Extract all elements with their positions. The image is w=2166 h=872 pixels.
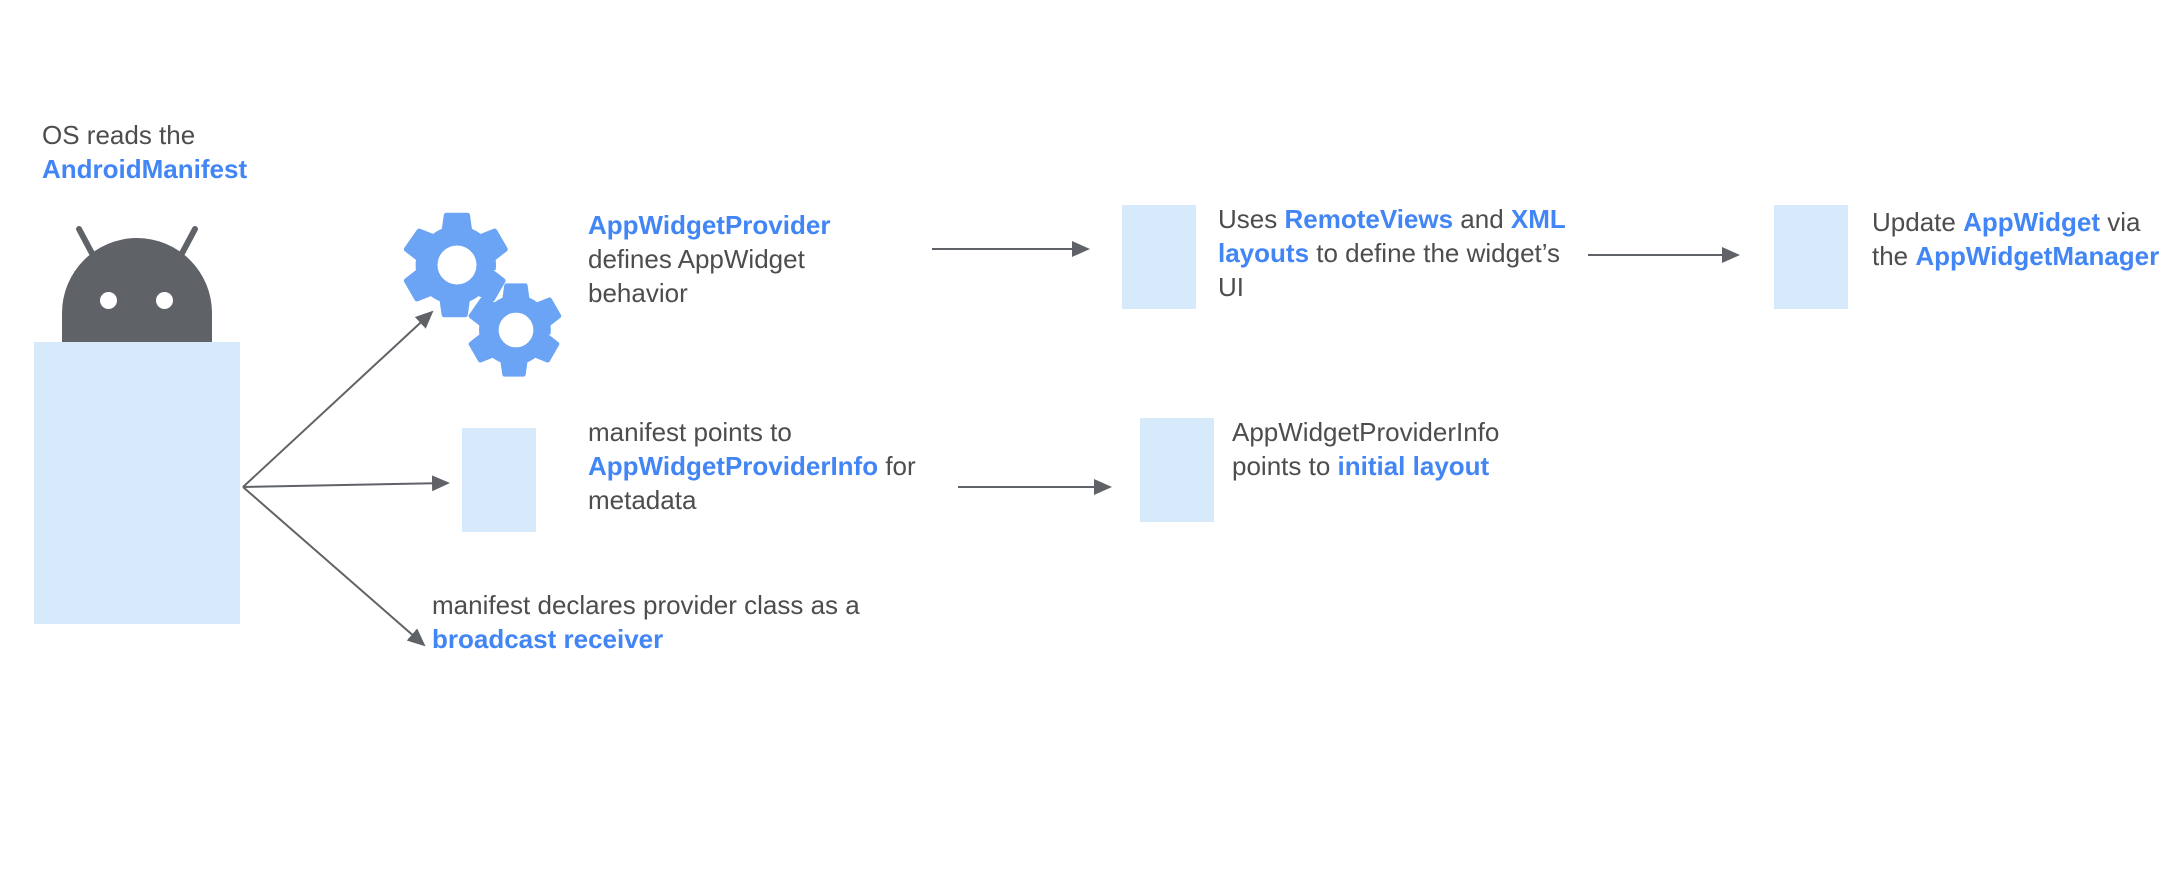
android-eye-left <box>100 292 117 309</box>
document-icon-providerinfo <box>462 428 536 532</box>
label-update-appwidget <box>1872 205 2166 273</box>
android-robot-icon <box>62 238 212 344</box>
label-provider-accent: AppWidgetProvider <box>588 210 831 240</box>
document-fold <box>1122 287 1196 309</box>
label-manifest-points-text2: for metadata <box>588 451 923 515</box>
label-remoteviews-text2: and <box>1453 204 1511 234</box>
label-remoteviews <box>1218 202 1588 304</box>
label-remoteviews-accent2: XML layouts <box>1218 204 1573 268</box>
label-remoteviews-text3: to define the widget’s UI <box>1218 238 1568 302</box>
label-providerinfo-initial-layout <box>1232 415 1562 483</box>
document-icon-manifest <box>34 342 240 624</box>
label-broadcast-receiver <box>432 588 902 656</box>
label-os-reads-manifest <box>42 118 342 186</box>
arrow-right-icon <box>243 483 448 487</box>
label-broadcast-accent: broadcast receiver <box>432 624 664 654</box>
android-eye-right <box>156 292 173 309</box>
label-manifest-points-to-providerinfo <box>588 415 978 517</box>
label-update-text2: via the <box>1872 207 2148 271</box>
label-os-accent: AndroidManifest <box>42 154 248 184</box>
arrow-right-icon <box>243 312 432 487</box>
label-providerinfo-text: AppWidgetProviderInfo points to <box>1232 417 1507 481</box>
label-update-text1: Update <box>1872 207 1964 237</box>
document-fold <box>462 510 536 532</box>
label-appwidgetprovider <box>588 208 888 310</box>
document-fold <box>1774 287 1848 309</box>
label-remoteviews-text1: Uses <box>1218 204 1285 234</box>
label-os-line1: OS reads the <box>42 120 203 150</box>
label-remoteviews-accent1: RemoteViews <box>1284 204 1454 234</box>
label-update-accent1: AppWidget <box>1963 207 2101 237</box>
document-icon-initial-layout <box>1140 418 1214 522</box>
document-fold <box>34 576 240 624</box>
document-icon-update <box>1774 205 1848 309</box>
label-broadcast-text: manifest declares provider class as a <box>432 590 867 620</box>
document-fold <box>1140 500 1214 522</box>
gear-icon-small <box>458 272 574 393</box>
document-icon-remoteviews <box>1122 205 1196 309</box>
label-manifest-points-text1: manifest points to <box>588 417 799 447</box>
label-update-accent2: AppWidgetManager <box>1915 241 2160 271</box>
arrow-right-icon <box>243 487 424 645</box>
label-providerinfo-accent: initial layout <box>1337 451 1490 481</box>
label-provider-text: defines AppWidget behavior <box>588 210 838 308</box>
label-manifest-points-accent: AppWidgetProviderInfo <box>588 451 879 481</box>
